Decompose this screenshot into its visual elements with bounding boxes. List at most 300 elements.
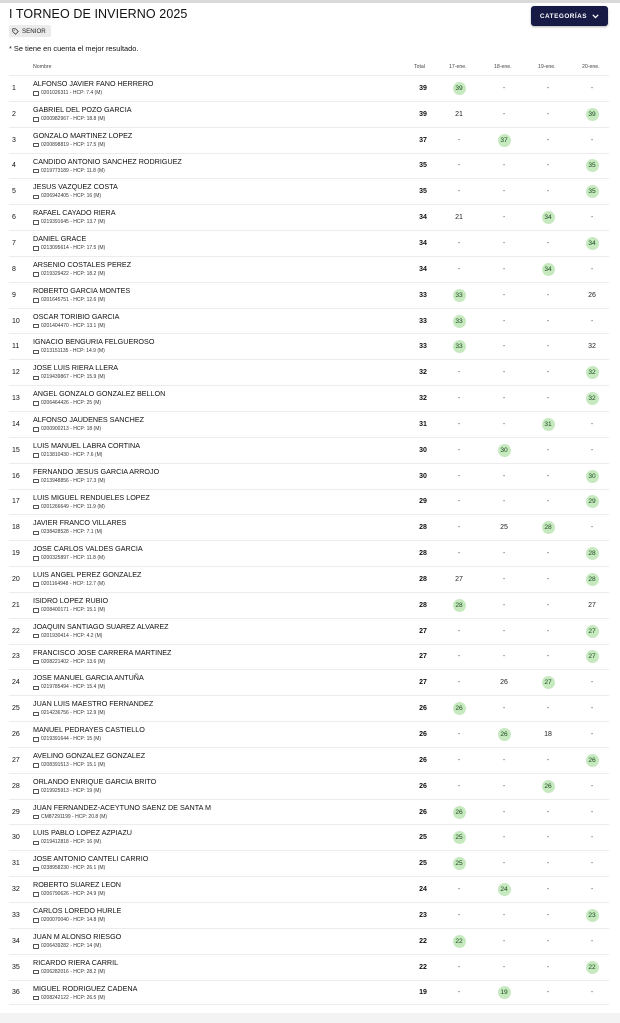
player-cell xyxy=(33,803,211,822)
round-score: - xyxy=(590,886,594,894)
round-score-cell xyxy=(490,464,518,489)
license-text: 0214236756 - HCP: 12.9 (M) xyxy=(41,710,106,717)
player-cell xyxy=(33,441,140,460)
position-cell: 16 xyxy=(12,472,20,480)
round-score: - xyxy=(502,84,506,92)
round-score-cell xyxy=(490,645,518,670)
player-cell xyxy=(33,286,130,305)
round-score: - xyxy=(457,524,461,532)
round-score-cell xyxy=(534,154,562,179)
player-name: RICARDO RIERA CARRIL xyxy=(33,957,119,967)
round-score: - xyxy=(546,550,550,558)
table-row[interactable] xyxy=(9,566,609,592)
player-license xyxy=(33,761,145,770)
total-cell: 34 xyxy=(419,214,427,222)
position-cell: 31 xyxy=(12,860,20,868)
table-row[interactable] xyxy=(9,514,609,540)
round-score-cell xyxy=(534,179,562,204)
player-license xyxy=(33,864,148,873)
license-text: 0206282016 - HCP: 28.2 (M) xyxy=(41,968,106,975)
round-score: - xyxy=(590,705,594,713)
best-score-badge: 26 xyxy=(542,780,555,793)
round-score-cell xyxy=(490,309,518,334)
round-score: - xyxy=(546,291,550,299)
table-row[interactable] xyxy=(9,540,609,566)
round-score: 26 xyxy=(500,679,508,687)
round-score-cell xyxy=(578,981,606,1005)
table-row[interactable] xyxy=(9,644,609,670)
position-cell: 26 xyxy=(12,731,20,739)
table-row[interactable] xyxy=(9,980,609,1006)
table-row[interactable] xyxy=(9,256,609,282)
position-cell: 35 xyxy=(12,963,20,971)
round-score-cell xyxy=(445,386,473,411)
round-score: - xyxy=(502,317,506,325)
position-cell: 25 xyxy=(12,705,20,713)
player-cell xyxy=(33,725,145,744)
player-license xyxy=(33,658,171,667)
table-row[interactable] xyxy=(9,489,609,515)
round-score: - xyxy=(546,369,550,377)
round-score-cell xyxy=(445,800,473,825)
round-score-cell xyxy=(578,825,606,850)
table-row[interactable] xyxy=(9,178,609,204)
id-card-icon xyxy=(33,608,39,613)
player-name: GABRIEL DEL POZO GARCIA xyxy=(33,104,132,114)
round-score: - xyxy=(590,265,594,273)
position-cell: 1 xyxy=(12,84,16,92)
player-cell xyxy=(33,777,156,796)
round-score-cell xyxy=(490,334,518,359)
player-cell xyxy=(33,363,118,382)
total-cell: 33 xyxy=(419,317,427,325)
table-row[interactable] xyxy=(9,850,609,876)
best-score-badge: 32 xyxy=(586,392,599,405)
header-round-2: 18-ene. xyxy=(494,64,512,70)
round-score: - xyxy=(590,834,594,842)
position-cell: 11 xyxy=(12,343,20,351)
id-card-icon xyxy=(33,763,39,768)
table-row[interactable] xyxy=(9,876,609,902)
round-score: - xyxy=(457,420,461,428)
round-score: - xyxy=(502,963,506,971)
page-title: I TORNEO DE INVIERNO 2025 xyxy=(9,7,188,21)
best-score-badge: 19 xyxy=(498,986,511,999)
header-round-4: 20-ene. xyxy=(582,64,600,70)
position-cell: 14 xyxy=(12,420,20,428)
table-row[interactable] xyxy=(9,127,609,153)
round-score-cell xyxy=(578,774,606,799)
round-score-cell xyxy=(445,774,473,799)
round-score-cell xyxy=(578,257,606,282)
license-text: 0219785494 - HCP: 15.4 (M) xyxy=(41,684,106,691)
round-score: - xyxy=(546,188,550,196)
leaderboard-table xyxy=(9,61,609,1005)
license-text: 0219439867 - HCP: 15.9 (M) xyxy=(41,374,106,381)
header-total: Total xyxy=(414,64,425,70)
round-score: 18 xyxy=(544,731,552,739)
round-score: - xyxy=(457,188,461,196)
license-text: 0201266649 - HCP: 11.9 (M) xyxy=(41,503,105,510)
player-cell xyxy=(33,984,137,1003)
round-score-cell xyxy=(578,877,606,902)
position-cell: 21 xyxy=(12,601,20,609)
id-card-icon xyxy=(33,169,39,174)
round-score-cell xyxy=(578,696,606,721)
round-score-cell xyxy=(490,929,518,954)
table-row[interactable] xyxy=(9,75,609,101)
id-card-icon xyxy=(33,195,39,200)
total-cell: 27 xyxy=(419,679,427,687)
best-score-badge: 37 xyxy=(498,134,511,147)
id-card-icon xyxy=(33,737,39,742)
round-score: - xyxy=(590,808,594,816)
category-tag[interactable] xyxy=(9,25,51,37)
round-score: - xyxy=(502,834,506,842)
round-score: - xyxy=(546,937,550,945)
round-score-cell xyxy=(534,464,562,489)
best-score-badge: 27 xyxy=(542,676,555,689)
table-row[interactable] xyxy=(9,592,609,618)
best-score-badge: 35 xyxy=(586,159,599,172)
round-score-cell xyxy=(534,800,562,825)
round-score: - xyxy=(502,369,506,377)
round-score-cell xyxy=(445,955,473,980)
round-score-cell xyxy=(578,464,606,489)
round-score: - xyxy=(502,162,506,170)
player-cell xyxy=(33,958,118,977)
round-score-cell xyxy=(445,128,473,153)
position-cell: 24 xyxy=(12,679,20,687)
player-license xyxy=(33,813,211,822)
round-score-cell xyxy=(445,412,473,437)
total-cell: 39 xyxy=(419,84,427,92)
player-cell xyxy=(33,467,159,486)
player-name: JOSE LUIS RIERA LLERA xyxy=(33,363,119,373)
round-score: - xyxy=(546,705,550,713)
player-cell xyxy=(33,880,121,899)
position-cell: 5 xyxy=(12,188,16,196)
id-card-icon xyxy=(33,918,39,923)
player-license xyxy=(33,709,153,718)
player-name: DANIEL GRACE xyxy=(33,234,87,244)
table-row[interactable] xyxy=(9,669,609,695)
total-cell: 26 xyxy=(419,705,427,713)
table-row[interactable] xyxy=(9,333,609,359)
round-score-cell xyxy=(578,567,606,592)
round-score: - xyxy=(502,239,506,247)
round-score: - xyxy=(502,395,506,403)
player-license xyxy=(33,477,159,486)
total-cell: 19 xyxy=(419,988,427,996)
player-license xyxy=(33,399,165,408)
total-cell: 23 xyxy=(419,911,427,919)
table-row[interactable] xyxy=(9,463,609,489)
total-cell: 35 xyxy=(419,162,427,170)
player-license xyxy=(33,528,126,537)
license-text: 0201645751 - HCP: 12.6 (M) xyxy=(41,296,106,303)
round-score-cell xyxy=(578,490,606,515)
license-text: 0219329422 - HCP: 18.2 (M) xyxy=(41,270,106,277)
round-score: - xyxy=(502,756,506,764)
round-score-cell xyxy=(445,102,473,127)
round-score-cell xyxy=(490,567,518,592)
license-text: 0208391513 - HCP: 15.1 (M) xyxy=(41,761,106,768)
round-score-cell xyxy=(578,386,606,411)
round-score-cell xyxy=(578,903,606,928)
round-score: 21 xyxy=(455,214,463,222)
player-license xyxy=(33,890,121,899)
player-name: ISIDRO LOPEZ RUBIO xyxy=(33,595,109,605)
round-score-cell xyxy=(534,309,562,334)
best-score-badge: 30 xyxy=(498,444,511,457)
position-cell: 8 xyxy=(12,265,16,273)
player-license xyxy=(33,632,169,641)
table-row[interactable] xyxy=(9,773,609,799)
round-score-cell xyxy=(490,748,518,773)
player-license xyxy=(33,347,154,356)
table-row[interactable] xyxy=(9,411,609,437)
license-text: 0201930414 - HCP: 4.2 (M) xyxy=(41,632,103,639)
id-card-icon xyxy=(33,91,39,96)
id-card-icon xyxy=(33,531,39,536)
table-row[interactable] xyxy=(9,799,609,825)
round-score: - xyxy=(546,756,550,764)
table-row[interactable] xyxy=(9,359,609,385)
license-text: 0213810430 - HCP: 7.6 (M) xyxy=(41,451,103,458)
player-license xyxy=(33,167,182,176)
round-score-cell xyxy=(445,903,473,928)
round-score: - xyxy=(502,575,506,583)
round-score: 21 xyxy=(455,110,463,118)
best-score-badge: 26 xyxy=(498,728,511,741)
player-cell xyxy=(33,673,144,692)
table-row[interactable] xyxy=(9,954,609,980)
license-text: 0208242122 - HCP: 26.5 (M) xyxy=(41,994,106,1001)
round-score: - xyxy=(546,963,550,971)
round-score-cell xyxy=(490,774,518,799)
round-score: - xyxy=(502,782,506,790)
round-score: - xyxy=(590,860,594,868)
round-score-cell xyxy=(578,541,606,566)
best-score-badge: 33 xyxy=(453,340,466,353)
round-score: - xyxy=(457,627,461,635)
round-score: - xyxy=(546,653,550,661)
round-score-cell xyxy=(490,696,518,721)
round-score: - xyxy=(546,395,550,403)
round-score: - xyxy=(457,369,461,377)
table-row[interactable] xyxy=(9,747,609,773)
best-score-badge: 29 xyxy=(586,495,599,508)
best-score-badge: 33 xyxy=(453,315,466,328)
total-cell: 26 xyxy=(419,756,427,764)
round-score-cell xyxy=(534,283,562,308)
round-score: - xyxy=(457,886,461,894)
round-score-cell xyxy=(578,670,606,695)
license-text: 0219925913 - HCP: 19 (M) xyxy=(41,787,102,794)
id-card-icon xyxy=(33,479,39,484)
round-score-cell xyxy=(490,76,518,101)
best-score-badge: 23 xyxy=(586,909,599,922)
license-text: 0200898819 - HCP: 17.5 (M) xyxy=(41,141,106,148)
round-score: - xyxy=(546,988,550,996)
round-score-cell xyxy=(445,748,473,773)
table-row[interactable] xyxy=(9,230,609,256)
total-cell: 30 xyxy=(419,472,427,480)
id-card-icon xyxy=(33,246,39,251)
round-score: - xyxy=(457,239,461,247)
round-score-cell xyxy=(490,593,518,618)
round-score-cell xyxy=(578,645,606,670)
player-name: AVELINO GONZALEZ GONZALEZ xyxy=(33,750,146,760)
round-score-cell xyxy=(490,515,518,540)
total-cell: 31 xyxy=(419,420,427,428)
round-score-cell xyxy=(445,309,473,334)
player-cell xyxy=(33,260,131,279)
license-text: 0200070040 - HCP: 14.8 (M) xyxy=(41,917,106,923)
table-row[interactable] xyxy=(9,902,609,928)
round-score: - xyxy=(590,136,594,144)
player-cell xyxy=(33,157,182,176)
license-text: 0213095614 - HCP: 17.5 (M) xyxy=(41,245,106,252)
position-cell: 4 xyxy=(12,162,16,170)
player-name: LUIS MANUEL LABRA CORTINA xyxy=(33,440,141,450)
round-score-cell xyxy=(490,205,518,230)
player-name: MANUEL PEDRAYES CASTIELLO xyxy=(33,725,145,735)
player-name: FRANCISCO JOSE CARRERA MARTINEZ xyxy=(33,647,172,657)
round-score-cell xyxy=(445,645,473,670)
player-cell xyxy=(33,906,121,925)
position-cell: 22 xyxy=(12,627,20,635)
total-cell: 34 xyxy=(419,265,427,273)
player-cell xyxy=(33,234,105,253)
license-text: 0213948856 - HCP: 17.3 (M) xyxy=(41,477,106,484)
round-score: - xyxy=(590,988,594,996)
table-row[interactable] xyxy=(9,385,609,411)
round-score-cell xyxy=(578,205,606,230)
player-cell xyxy=(33,596,108,615)
round-score: - xyxy=(546,498,550,506)
best-score-badge: 30 xyxy=(586,470,599,483)
table-row[interactable] xyxy=(9,437,609,463)
table-row[interactable] xyxy=(9,308,609,334)
position-cell: 9 xyxy=(12,291,16,299)
table-row[interactable] xyxy=(9,101,609,127)
categories-button-label: CATEGORÍAS xyxy=(539,12,588,20)
round-score: - xyxy=(502,214,506,222)
round-score-cell xyxy=(578,231,606,256)
player-license xyxy=(33,838,132,847)
table-row[interactable] xyxy=(9,153,609,179)
round-score: - xyxy=(590,420,594,428)
total-cell: 34 xyxy=(419,239,427,247)
total-cell: 26 xyxy=(419,808,427,816)
round-score-cell xyxy=(578,955,606,980)
round-score-cell xyxy=(490,490,518,515)
round-score-cell xyxy=(490,670,518,695)
player-name: JAVIER FRANCO VILLARES xyxy=(33,518,127,528)
best-score-badge: 33 xyxy=(453,289,466,302)
chevron-down-icon xyxy=(592,14,599,19)
player-license xyxy=(33,192,118,201)
license-text: 0200900213 - HCP: 18 (M) xyxy=(41,425,102,432)
total-cell: 26 xyxy=(419,731,427,739)
round-score-cell xyxy=(445,283,473,308)
player-license xyxy=(33,787,156,796)
round-score: - xyxy=(457,963,461,971)
player-cell xyxy=(33,131,132,150)
round-score-cell xyxy=(578,283,606,308)
round-score-cell xyxy=(534,851,562,876)
round-score-cell xyxy=(445,696,473,721)
player-license xyxy=(33,735,145,744)
table-row[interactable] xyxy=(9,721,609,747)
round-score-cell xyxy=(534,257,562,282)
id-card-icon xyxy=(33,220,39,225)
round-score: - xyxy=(546,84,550,92)
round-score: - xyxy=(590,84,594,92)
player-license xyxy=(33,244,105,253)
round-score-cell xyxy=(445,257,473,282)
round-score-cell xyxy=(534,696,562,721)
table-row[interactable] xyxy=(9,282,609,308)
round-score: - xyxy=(546,110,550,118)
categories-button[interactable] xyxy=(531,6,608,26)
table-row[interactable] xyxy=(9,618,609,644)
position-cell: 3 xyxy=(12,136,16,144)
position-cell: 18 xyxy=(12,524,20,532)
total-cell: 28 xyxy=(419,601,427,609)
best-score-badge: 22 xyxy=(586,961,599,974)
table-row[interactable] xyxy=(9,695,609,721)
round-score-cell xyxy=(578,593,606,618)
best-score-badge: 39 xyxy=(453,82,466,95)
total-cell: 24 xyxy=(419,886,427,894)
round-score: - xyxy=(502,343,506,351)
player-name: JOAQUIN SANTIAGO SUAREZ ALVAREZ xyxy=(33,621,169,631)
round-score: - xyxy=(457,550,461,558)
player-name: JOSE CARLOS VALDES GARCIA xyxy=(33,544,143,554)
round-score-cell xyxy=(445,722,473,747)
round-score-cell xyxy=(534,593,562,618)
id-card-icon xyxy=(33,324,39,329)
round-score-cell xyxy=(445,825,473,850)
table-row[interactable] xyxy=(9,204,609,230)
round-score: - xyxy=(457,446,461,454)
table-row[interactable] xyxy=(9,928,609,954)
round-score-cell xyxy=(490,102,518,127)
table-row[interactable] xyxy=(9,824,609,850)
round-score-cell xyxy=(534,128,562,153)
round-score: - xyxy=(457,498,461,506)
player-license xyxy=(33,296,130,305)
round-score: - xyxy=(502,188,506,196)
total-cell: 27 xyxy=(419,653,427,661)
round-score: - xyxy=(502,808,506,816)
position-cell: 29 xyxy=(12,808,20,816)
player-name: ORLANDO ENRIQUE GARCIA BRITO xyxy=(33,776,157,786)
player-name: MIGUEL RODRIGUEZ CADENA xyxy=(33,983,138,993)
round-score: - xyxy=(546,601,550,609)
round-score: - xyxy=(546,860,550,868)
round-score-cell xyxy=(534,205,562,230)
player-name: ARSENIO COSTALES PEREZ xyxy=(33,259,132,269)
total-cell: 32 xyxy=(419,369,427,377)
player-name: CANDIDO ANTONIO SANCHEZ RODRIGUEZ xyxy=(33,156,182,166)
round-score-cell xyxy=(578,102,606,127)
round-score: - xyxy=(546,834,550,842)
round-score-cell xyxy=(578,929,606,954)
